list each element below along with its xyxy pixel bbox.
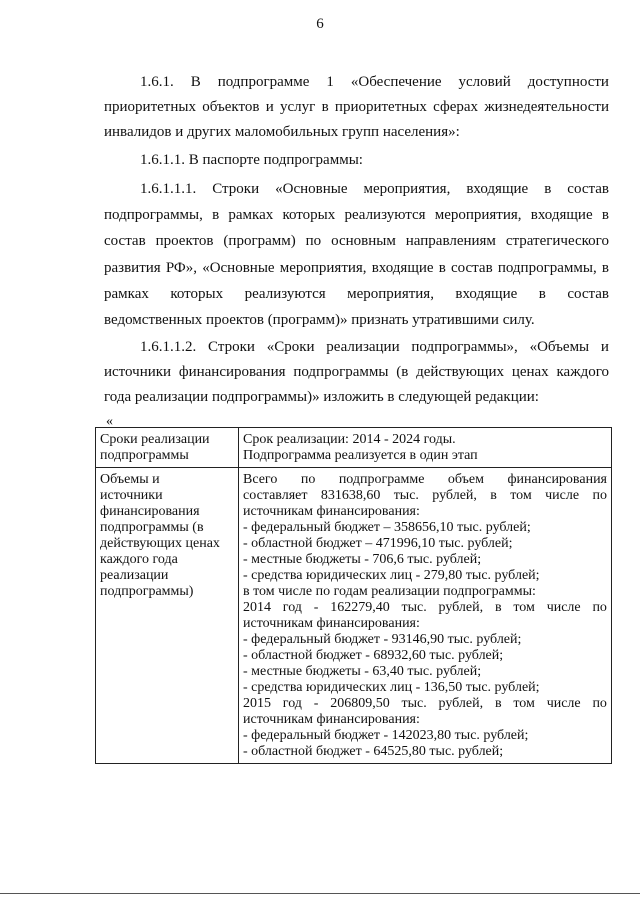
text-line — [140, 338, 609, 356]
word: том — [513, 600, 535, 615]
page-bottom-rule — [0, 893, 640, 894]
word: том — [510, 488, 532, 503]
word: (программ) — [223, 233, 296, 250]
word: состав — [104, 233, 146, 250]
cell-text-line — [243, 648, 607, 664]
word: состав — [567, 181, 609, 197]
word: в — [438, 259, 446, 276]
word: 206809,50 — [330, 696, 390, 711]
word: В — [190, 74, 201, 90]
word: по — [592, 600, 607, 615]
word: 2015 — [243, 696, 271, 711]
word: - — [313, 600, 319, 615]
word: год — [282, 696, 302, 711]
word: в — [538, 285, 546, 302]
text-line — [104, 311, 535, 329]
cell-text-line — [243, 504, 607, 520]
word: в — [212, 207, 220, 224]
table-row-implementation-period — [96, 428, 612, 468]
word: мероприятия, — [363, 181, 451, 197]
row-label-financing — [96, 468, 239, 764]
word: стратегического — [505, 233, 609, 250]
word: объектов — [202, 99, 260, 115]
word: инвалидов и других маломобильных групп населения»: — [104, 124, 460, 140]
cell-text-line: подпрограммы) — [100, 584, 194, 599]
word: подпрограммы, — [104, 207, 203, 224]
cell-text-line — [243, 584, 607, 600]
word: направлениям — [405, 233, 496, 250]
cell-text-line — [243, 664, 607, 680]
word: тыс. — [401, 696, 427, 711]
subprogram-passport-table — [95, 427, 612, 764]
word: мероприятия, — [279, 259, 367, 276]
text-line — [140, 180, 609, 198]
cell-text-line — [243, 728, 607, 744]
word: объем — [447, 472, 484, 487]
cell-text-line — [243, 712, 607, 728]
word: подпрограммы, — [497, 259, 597, 276]
cell-text-line — [243, 680, 607, 696]
word: каждого — [556, 364, 609, 380]
word: мероприятия, — [347, 285, 434, 302]
opening-quote-mark: « — [106, 414, 113, 429]
word: в том числе по годам реализации подпрограммы: — [243, 584, 536, 599]
word: и — [600, 339, 609, 355]
word: «Сроки — [266, 339, 315, 355]
cell-text-line — [243, 696, 607, 712]
word: - областной бюджет – 471996,10 тыс. рублей; — [243, 536, 513, 551]
word: Строки — [208, 339, 255, 355]
word: «Основные — [275, 181, 348, 197]
word: Подпрограмма реализуется в один этап — [243, 448, 478, 463]
word: услуг — [280, 99, 316, 115]
word: рамках — [228, 207, 274, 224]
word: входящие — [455, 285, 518, 302]
text-line — [140, 73, 609, 91]
word: реализуются — [344, 207, 426, 224]
word: в — [544, 181, 552, 197]
word: реализуются — [244, 285, 326, 302]
word: мероприятия, — [434, 207, 522, 224]
word: реализации — [326, 339, 400, 355]
word: финансирования — [507, 472, 607, 487]
cell-text-line: подпрограммы — [100, 448, 189, 463]
cell-text-line: источники — [100, 488, 163, 503]
word: год — [282, 600, 302, 615]
word: по — [305, 233, 322, 250]
word: приоритетных — [104, 99, 196, 115]
word: года реализации подпрограммы)» изложить в следующей редакции: — [104, 389, 539, 405]
word: источники — [104, 364, 172, 380]
cell-text-line — [243, 520, 607, 536]
word: числе — [546, 600, 581, 615]
word: 831638,60 — [320, 488, 381, 503]
cell-text-line: финансирования — [100, 504, 200, 519]
word: составляет — [243, 488, 308, 503]
word: ведомственных проектов (программ)» признать утратившими силу. — [104, 312, 535, 328]
word: подпрограмме — [338, 472, 425, 487]
word: состав — [450, 259, 493, 276]
word: подпрограммы», — [411, 339, 518, 355]
word: подпрограмме — [217, 74, 310, 90]
word: подпрограммы — [293, 364, 389, 380]
word: и — [265, 99, 274, 115]
word: в — [494, 696, 502, 711]
word: Строки — [212, 181, 260, 197]
cell-text-line — [243, 616, 607, 632]
word: в — [601, 207, 609, 224]
word: в — [601, 259, 609, 276]
cell-text-line — [243, 632, 607, 648]
word: входящие — [530, 207, 593, 224]
word: - местные бюджеты - 706,6 тыс. рублей; — [243, 552, 482, 567]
word: ценах — [511, 364, 549, 380]
text-line — [104, 98, 609, 116]
word: 1.6.1.1. В паспорте подпрограммы: — [140, 152, 363, 168]
word: тыс. — [393, 488, 419, 503]
cell-text-line — [243, 552, 607, 568]
word: по — [300, 472, 316, 487]
word: рублей, — [432, 488, 477, 503]
cell-text-line — [243, 472, 607, 488]
word: условий — [458, 74, 511, 90]
word: - федеральный бюджет - 93146,90 тыс. рублей; — [243, 632, 522, 647]
word: 1.6.1.1.1. — [140, 181, 197, 197]
word: в — [494, 600, 502, 615]
text-line — [104, 123, 460, 141]
word: развития — [104, 259, 161, 276]
word: рублей, — [438, 600, 484, 615]
row-value-financing — [239, 468, 612, 764]
word: источникам финансирования: — [243, 616, 420, 631]
word: тыс. — [401, 600, 427, 615]
word: которых — [170, 285, 224, 302]
word: «Обеспечение — [350, 74, 442, 90]
cell-text-line — [243, 432, 607, 448]
word: рамках — [104, 285, 149, 302]
word: числе — [545, 488, 580, 503]
word: «Основные — [202, 259, 275, 276]
cell-text-line — [243, 600, 607, 616]
word: источникам финансирования: — [243, 712, 420, 727]
cell-text-line — [243, 536, 607, 552]
word: - средства юридических лиц - 279,80 тыс. рублей; — [243, 568, 540, 583]
word: - областной бюджет - 68932,60 тыс. рублей; — [243, 648, 504, 663]
word: в — [321, 99, 329, 115]
word: сферах — [433, 99, 479, 115]
word: приоритетных — [334, 99, 427, 115]
word: проектов — [155, 233, 214, 250]
text-line — [104, 259, 609, 277]
word: 1.6.1. — [140, 74, 174, 90]
table-row-financing — [96, 468, 612, 764]
word: жизнедеятельности — [484, 99, 609, 115]
word: числе — [546, 696, 581, 711]
word: 1.6.1.1.2. — [140, 339, 197, 355]
cell-text-line — [243, 568, 607, 584]
text-line — [104, 388, 539, 406]
word: доступности — [527, 74, 609, 90]
cell-text-line: подпрограммы (в — [100, 520, 204, 535]
word: - — [313, 696, 319, 711]
text-line — [104, 232, 609, 250]
word: - федеральный бюджет - 142023,80 тыс. рублей; — [243, 728, 529, 743]
cell-text-line: каждого года — [100, 552, 178, 567]
text-line — [104, 206, 609, 224]
word: входящие — [371, 259, 434, 276]
cell-text-line: Сроки реализации — [100, 432, 210, 447]
word: - областной бюджет - 64525,80 тыс. рублей; — [243, 744, 504, 759]
page-number: 6 — [316, 16, 324, 32]
word: финансирования — [178, 364, 286, 380]
word: которых — [282, 207, 336, 224]
word: 1 — [326, 74, 334, 90]
cell-text-line: Объемы и — [100, 472, 160, 487]
cell-text-line: действующих ценах — [100, 536, 220, 551]
word: в — [490, 488, 497, 503]
text-line — [140, 151, 363, 169]
word: действующих — [416, 364, 505, 380]
text-line — [104, 363, 609, 381]
word: 162279,40 — [330, 600, 390, 615]
word: РФ», — [165, 259, 198, 276]
word: (в — [396, 364, 409, 380]
word: источникам финансирования: — [243, 504, 420, 519]
cell-text-line — [243, 448, 607, 464]
word: по — [592, 696, 607, 711]
text-line — [104, 285, 609, 303]
word: состав — [567, 285, 609, 302]
word: - средства юридических лиц - 136,50 тыс. рублей; — [243, 680, 540, 695]
word: рублей, — [438, 696, 484, 711]
word: «Объемы — [529, 339, 590, 355]
cell-text-line — [243, 488, 607, 504]
row-label-implementation-period — [96, 428, 239, 468]
word: - местные бюджеты - 63,40 тыс. рублей; — [243, 664, 482, 679]
word: по — [592, 488, 607, 503]
word: входящие — [466, 181, 529, 197]
word: 2014 — [243, 600, 271, 615]
cell-text-line — [243, 744, 607, 760]
word: Срок реализации: 2014 - 2024 годы. — [243, 432, 456, 447]
word: - федеральный бюджет – 358656,10 тыс. рублей; — [243, 520, 531, 535]
word: основным — [331, 233, 396, 250]
word: том — [513, 696, 535, 711]
row-value-implementation-period — [239, 428, 612, 468]
cell-text-line: реализации — [100, 568, 169, 583]
word: Всего — [243, 472, 278, 487]
